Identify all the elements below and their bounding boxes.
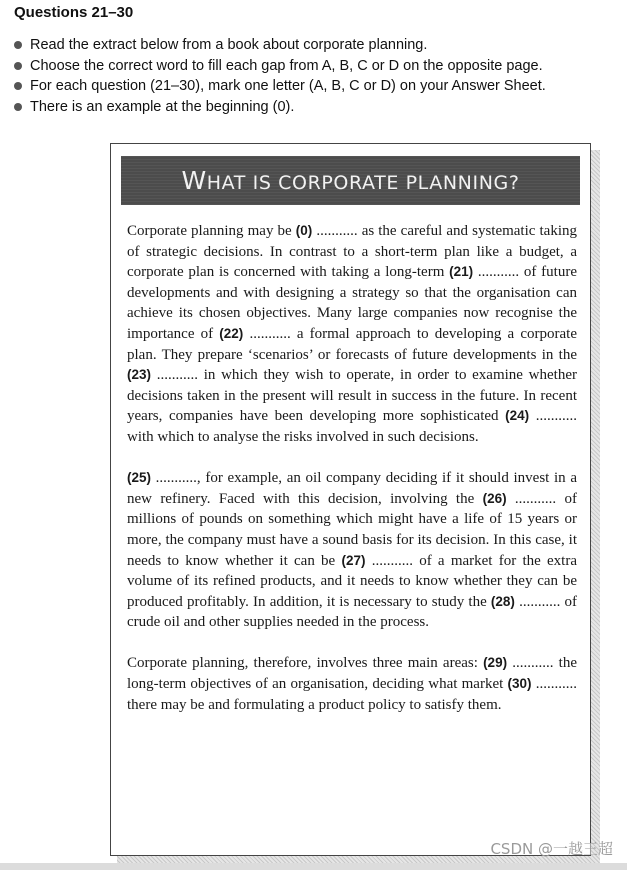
gap-25: (25) <box>127 470 152 486</box>
instruction-text: There is an example at the beginning (0). <box>30 98 295 115</box>
text-run: ........... of millions of pounds on something which might have a life of 15 years or more, the company must have a sound basis for its decision. In this case, it needs to know whether it can be <box>127 490 577 569</box>
watermark: CSDN @一越王超 <box>490 840 613 858</box>
instruction-item <box>14 76 626 97</box>
gap-30: (30) <box>507 676 532 692</box>
text-run: ........... of future developments and with designing a strategy so that the organisation can achieve its chosen objectives. Many large companies now recognise the importance of <box>127 264 577 342</box>
text-run: ........... in which they wish to operate, in order to examine whether decisions taken in the present will result in success in the future. In recent years, companies have been developing more sophisticated <box>127 367 577 425</box>
text-run: ........... there may be and formulating a product policy to satisfy them. <box>127 676 578 713</box>
gap-28: (28) <box>490 593 515 609</box>
title-rest: HAT IS CORPORATE PLANNING? <box>206 172 520 194</box>
instruction-item <box>14 97 626 118</box>
text-run: ..........., for example, an oil company deciding if it should invest in a new refinery. Faced with this decision, involving the <box>127 470 577 507</box>
instruction-item <box>14 35 626 56</box>
text-run: ........... of a market for the extra volume of its refined products, and it needs to know whether they can be produced profitably. In addition, it is necessary to study the <box>127 552 577 610</box>
instruction-text: Read the extract below from a book about corporate planning. <box>30 37 428 53</box>
questions-heading: Questions 21–30 <box>14 4 134 21</box>
text-run: ........... a formal approach to developing a corporate plan. They prepare ‘scenarios’ or forecasts of future developments in the <box>127 325 577 363</box>
gap-26: (26) <box>482 490 507 506</box>
extract-box <box>110 143 591 856</box>
gap-0: (0) <box>295 223 313 238</box>
title-initial: W <box>181 166 207 195</box>
instruction-text: For each question (21–30), mark one letter (A, B, C or D) on your Answer Sheet. <box>30 78 546 94</box>
extract-text <box>127 221 577 736</box>
paragraph-2 <box>127 468 577 633</box>
text-run: ........... with which to analyse the risks involved in such decisions. <box>127 408 578 445</box>
bullet-icon <box>14 62 22 70</box>
page-bottom-strip <box>0 863 627 870</box>
gap-23: (23) <box>127 367 152 383</box>
text-run: ........... the long-term objectives of an organisation, deciding what market <box>127 655 577 693</box>
paragraph-1 <box>127 221 577 448</box>
instruction-text: Choose the correct word to fill each gap from A, B, C or D on the opposite page. <box>30 57 543 74</box>
gap-27: (27) <box>341 552 366 568</box>
text-run: ........... as the careful and systematic taking of strategic decisions. In contrast to a short-term plan like a budget, a corporate plan is concerned with taking a long-term <box>127 223 577 281</box>
text-run: ........... of crude oil and other supplies needed in the process. <box>127 593 578 631</box>
extract-title <box>181 166 519 195</box>
gap-21: (21) <box>449 264 474 280</box>
gap-24: (24) <box>505 408 530 424</box>
bullet-icon <box>14 103 22 111</box>
gap-22: (22) <box>219 325 244 341</box>
bullet-icon <box>14 41 22 49</box>
title-banner <box>121 156 580 205</box>
gap-29: (29) <box>483 655 508 671</box>
paragraph-3 <box>127 653 577 715</box>
bullet-icon <box>14 82 22 90</box>
text-run: Corporate planning may be <box>127 223 296 239</box>
text-run: Corporate planning, therefore, involves three main areas: <box>127 655 484 672</box>
instructions-list <box>14 35 626 117</box>
instruction-item <box>14 56 626 77</box>
